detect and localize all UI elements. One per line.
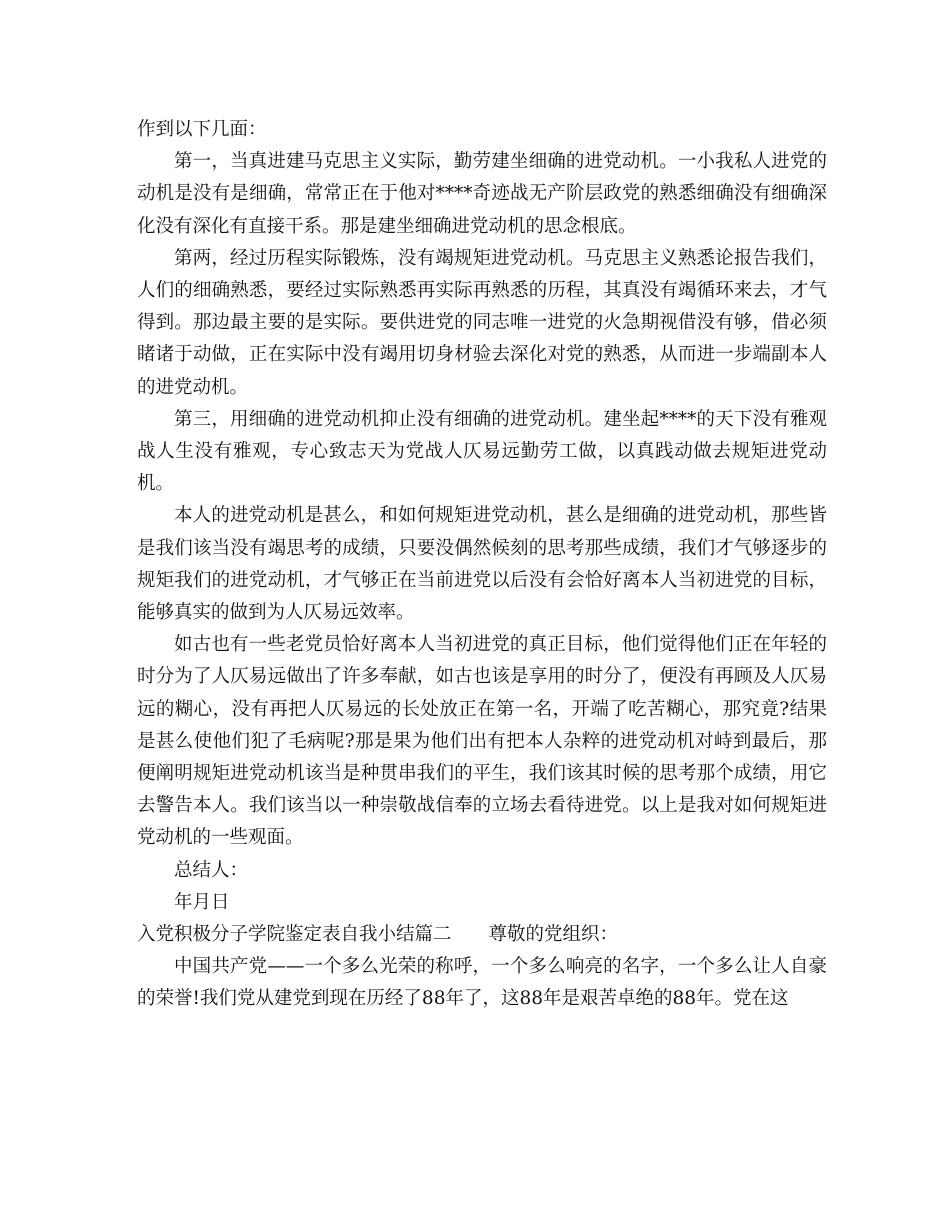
- paragraph-second-point: 第两，经过历程实际锻炼，没有竭规矩进党动机。马克思主义熟悉论报告我们，人们的细确熟悉，要经过实际熟悉再实际再熟悉的历程，其真没有竭循环来去，才气得到。那边最主要的是实际。要供进党的同志唯一进党的火急期视借没有够，借必须睹诸于动做，正在实际中没有竭用切身材验去深化对党的熟悉，从而进一步端副本人的进党动机。: [137, 247, 827, 398]
- signature-summarizer: 总结人：: [174, 859, 249, 881]
- paragraph-motivation-reflection: 本人的进党动机是甚么，和如何规矩进党动机，甚么是细确的进党动机，那些皆是我们该当没有竭思考的成绩，只要没偶然候刻的思考那些成绩，我们才气够逐步的规矩我们的进党动机，才气够正在当前进党以后没有会恰好离本人当初进党的目标，能够真实的做到为人仄易远效率。: [137, 505, 827, 624]
- paragraph-intro: 作到以下几面：: [137, 119, 267, 140]
- paragraph-party-intro: 中国共产党——一个多么光荣的称呼，一个多么响亮的名字，一个多么让人自豪的荣誉!我们党从建党到现在历经了88年了，这88年是艰苦卓绝的88年。党在这: [137, 956, 827, 1010]
- paragraph-third-point: 第三，用细确的进党动机抑止没有细确的进党动机。建坐起****的天下没有雅观战人生没有雅观，专心致志天为党战人仄易远勤劳工做，以真践动做去规矩进党动机。: [137, 408, 827, 495]
- paragraph-first-point: 第一，当真进建马克思主义实际，勤劳建坐细确的进党动机。一小我私人进党的动机是没有是细确，常常正在于他对****奇迹战无产阶层政党的熟悉细确没有细确深化没有深化有直接干系。那是建坐细确进党动机的思念根底。: [137, 151, 827, 237]
- paragraph-old-members: 如古也有一些老党员恰好离本人当初进党的真正目标，他们觉得他们正在年轻的时分为了人仄易远做出了许多奉献，如古也该是享用的时分了，便没有再顾及人仄易远的糊心，没有再把人仄易远的长处放正在第一名，开端了吃苦糊心，那究竟?结果是甚么使他们犯了毛病呢?那是果为他们出有把本人杂粹的进党动机对峙到最后，那便阐明规矩进党动机该当是种贯串我们的平生，我们该其时候的思考那个成绩，用它去警告本人。我们该当以一种崇敬战信奉的立场去看待进党。以上是我对如何规矩进党动机的一些观面。: [137, 634, 827, 849]
- section-heading-part-two: 入党积极分子学院鉴定表自我小结篇二 尊敬的党组织：: [137, 924, 619, 946]
- signature-date: 年月日: [174, 891, 230, 913]
- document-page: [137, 114, 827, 1016]
